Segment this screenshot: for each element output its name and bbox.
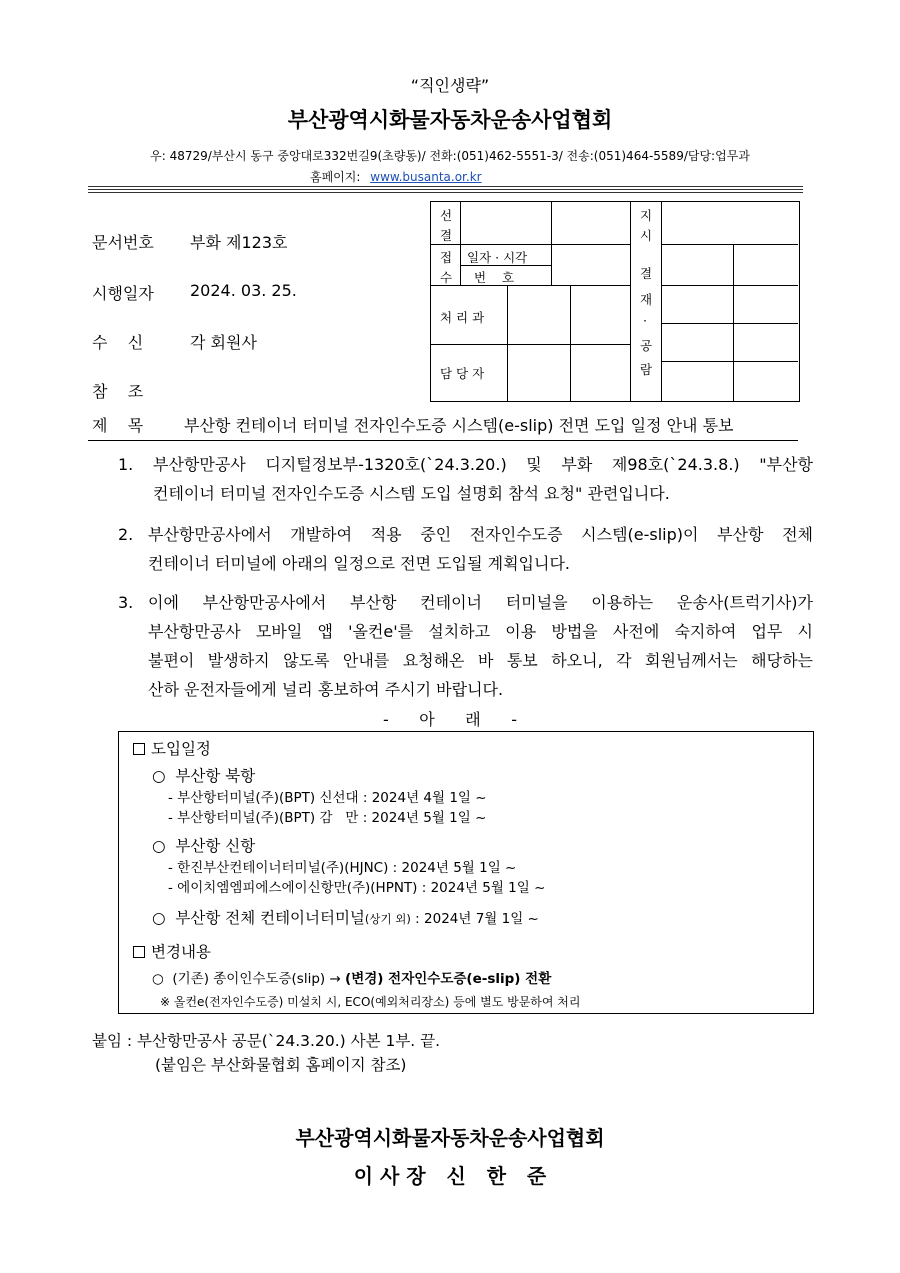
- recipient: 각 회원사: [190, 333, 257, 352]
- reference-label: 참 조: [92, 382, 144, 401]
- north-item-1: - 부산항터미널(주)(BPT) 신선대 : 2024년 4월 1일 ~: [168, 790, 487, 806]
- approval-vertical-4: 공: [640, 338, 653, 353]
- approval-vertical-1: 결: [640, 266, 653, 281]
- approval-vertical-2: 재: [640, 292, 653, 307]
- north-item-2: - 부산항터미널(주)(BPT) 감 만 : 2024년 5월 1일 ~: [168, 810, 487, 826]
- p3-line-4: 산하 운전자들에게 널리 홍보하여 주시기 바랍니다.: [148, 680, 504, 699]
- p1-number: 1.: [118, 455, 134, 474]
- doc-no: 부화 제123호: [190, 233, 288, 252]
- approval-processing-dept: 처 리 과: [440, 310, 485, 325]
- section-schedule: 도입일정: [133, 737, 211, 759]
- attachment-line-2: (붙임은 부산화물협회 홈페이지 참조): [155, 1056, 407, 1074]
- header-rule-1: [88, 186, 803, 187]
- p3-line-3: 불편이 발생하지 않도록 안내를 요청해온 바 통보 하오니, 각 회원님께서는 해당하는: [148, 651, 813, 670]
- north-port-title: ○ 부산항 북항: [152, 767, 256, 785]
- new-item-1: - 한진부산컨테이너터미널(주)(HJNC) : 2024년 5월 1일 ~: [168, 860, 517, 876]
- motto: “직인생략”: [410, 76, 490, 95]
- checkbox-square-icon: [133, 946, 145, 958]
- p1-line-2: 컨테이너 터미널 전자인수도증 시스템 도입 설명회 참석 요청" 관련입니다.: [153, 484, 670, 503]
- date-label: 시행일자: [92, 284, 154, 303]
- approval-date-time: 일자 · 시각: [467, 250, 528, 265]
- org-name-footer: 부산광역시화물자동차운송사업협회: [295, 1126, 605, 1150]
- all-terminals-title: ○ 부산항 전체 컨테이너터미널: [152, 909, 365, 927]
- approval-su: 수: [440, 270, 453, 285]
- new-port-title: ○ 부산항 신항: [152, 837, 256, 855]
- homepage-link[interactable]: www.busanta.or.kr: [370, 170, 482, 184]
- approval-jeop: 접: [440, 250, 453, 265]
- approval-vertical-3: ·: [643, 313, 647, 328]
- approval-seon: 선: [440, 208, 453, 223]
- doc-no-label: 문서번호: [92, 233, 154, 252]
- date-value: 2024. 03. 25.: [190, 281, 297, 300]
- recipient-label: 수 신: [92, 333, 144, 352]
- subject-rule: [88, 440, 798, 441]
- chairman-signature-line: 이 사 장 신 한 준: [353, 1164, 547, 1188]
- p1-line-1: 부산항만공사 디지털정보부-1320호(`24.3.20.) 및 부화 제98호(`24.3.8.) "부산항: [153, 455, 813, 474]
- change-row: [152, 967, 551, 987]
- section-change: 변경내용: [133, 940, 211, 962]
- header-rule-2: [88, 189, 803, 190]
- p3-number: 3.: [118, 593, 134, 612]
- approval-number: 번 호: [474, 270, 515, 285]
- change-prefix: ○ (기존) 종이인수도증(slip) →: [152, 971, 346, 987]
- address-line: 우: 48729/부산시 동구 중앙대로332번길9(초량동)/ 전화:(051)462-5551-3/ 전송:(051)464-5589/담당:업무과: [150, 149, 750, 163]
- p3-line-2: 부산항만공사 모바일 앱 '올컨e'를 설치하고 이용 방법을 사전에 숙지하여 업무 시: [148, 622, 813, 641]
- p2-line-2: 컨테이너 터미널에 아래의 일정으로 전면 도입될 계획입니다.: [148, 554, 571, 573]
- p2-number: 2.: [118, 525, 134, 544]
- homepage-row: [310, 168, 482, 185]
- checkbox-square-icon: [133, 743, 145, 755]
- approval-vertical-5: 람: [640, 362, 653, 377]
- header-rule-3: [88, 192, 803, 193]
- new-item-2: - 에이치엠엠피에스에이신항만(주)(HPNT) : 2024년 5월 1일 ~: [168, 880, 546, 896]
- org-name-header: 부산광역시화물자동차운송사업협회: [287, 108, 613, 132]
- all-terminals-suffix: (상기 외): [364, 912, 411, 926]
- approval-table: [430, 201, 800, 402]
- attachment-line-1: 붙임 : 부산항만공사 공문(`24.3.20.) 사본 1부. 끝.: [92, 1032, 441, 1050]
- all-terminals-date: : 2024년 7월 1일 ~: [410, 911, 539, 927]
- all-terminals-row: [152, 906, 539, 928]
- homepage-label: 홈페이지:: [310, 170, 361, 184]
- approval-gyeol: 결: [440, 228, 453, 243]
- approval-si: 시: [640, 228, 653, 243]
- below-heading: - 아 래 -: [382, 710, 517, 729]
- subject: 부산항 컨테이너 터미널 전자인수도증 시스템(e-slip) 전면 도입 일정 안내 통보: [184, 416, 734, 435]
- p3-line-1: 이에 부산항만공사에서 부산항 컨테이너 터미널을 이용하는 운송사(트럭기사)가: [148, 593, 813, 612]
- change-bold: (변경) 전자인수도증(e-slip) 전환: [345, 971, 552, 987]
- subject-label: 제 목: [92, 416, 144, 435]
- approval-person: 담 당 자: [440, 366, 485, 381]
- change-note: ※ 올컨e(전자인수도증) 미설치 시, ECO(예외처리장소) 등에 별도 방문하여 처리: [160, 995, 581, 1009]
- approval-ji: 지: [640, 208, 653, 223]
- p2-line-1: 부산항만공사에서 개발하여 적용 중인 전자인수도증 시스템(e-slip)이 부산항 전체: [148, 525, 813, 544]
